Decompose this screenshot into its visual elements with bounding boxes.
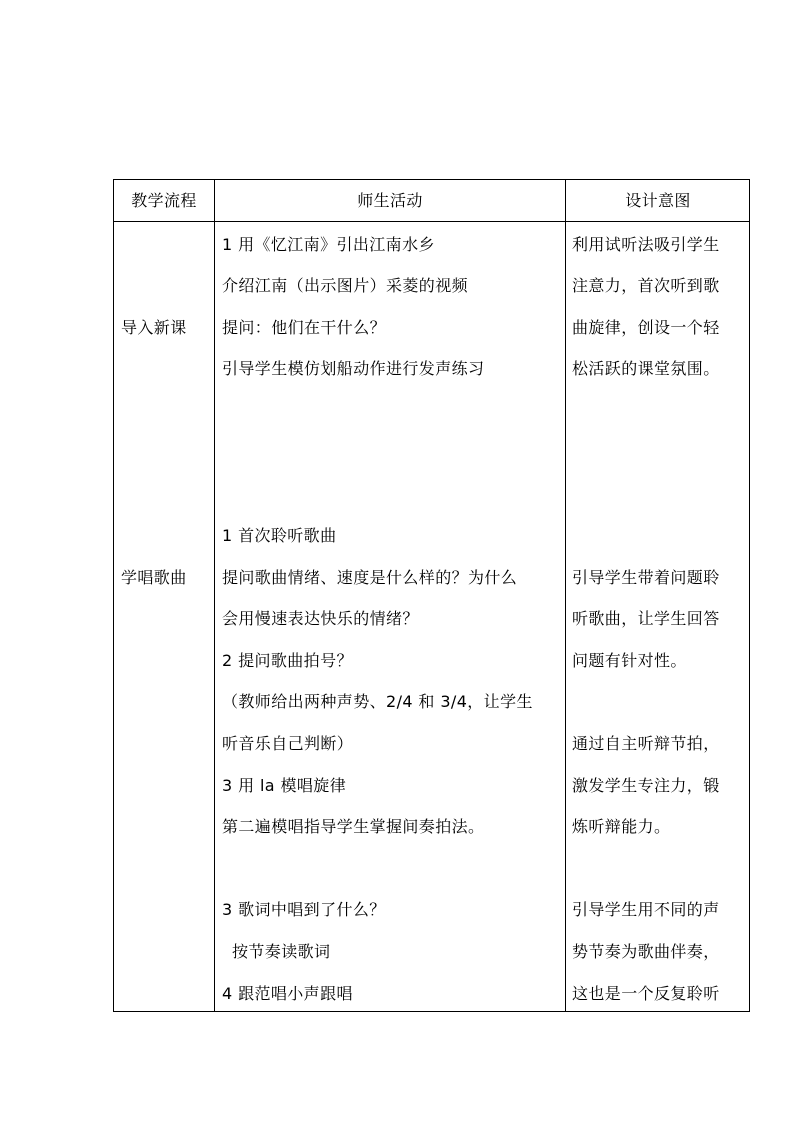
activity-line: 引导学生模仿划船动作进行发声练习 bbox=[222, 359, 485, 378]
activity-line: 听音乐自己判断） bbox=[222, 734, 354, 753]
intent-line: 问题有针对性。 bbox=[572, 651, 687, 670]
intent-line: 引导学生用不同的声 bbox=[572, 900, 720, 919]
header-activities: 师生活动 bbox=[357, 191, 423, 210]
intent-line: 利用试听法吸引学生 bbox=[572, 235, 720, 254]
activity-line: 第二遍模唱指导学生掌握间奏拍法。 bbox=[222, 817, 485, 836]
header-stage: 教学流程 bbox=[131, 191, 197, 210]
lesson-plan-table bbox=[113, 179, 750, 1012]
activity-line: （教师给出两种声势、2/4 和 3/4，让学生 bbox=[222, 692, 533, 711]
intent-line: 炼听辩能力。 bbox=[572, 817, 671, 836]
column-divider bbox=[214, 180, 215, 1011]
activity-line: 提问：他们在干什么？ bbox=[222, 318, 387, 337]
activity-line: 按节奏读歌词 bbox=[232, 942, 331, 961]
intent-line: 听歌曲，让学生回答 bbox=[572, 609, 720, 628]
intent-line: 松活跃的课堂氛围。 bbox=[572, 359, 720, 378]
activity-line: 3 用 la 模唱旋律 bbox=[222, 776, 347, 795]
header-intent: 设计意图 bbox=[625, 191, 691, 210]
intent-line: 激发学生专注力，锻 bbox=[572, 776, 720, 795]
activity-line: 2 提问歌曲拍号？ bbox=[222, 651, 353, 670]
intent-line: 注意力，首次听到歌 bbox=[572, 276, 720, 295]
activity-line: 会用慢速表达快乐的情绪？ bbox=[222, 609, 419, 628]
intent-line: 曲旋律，创设一个轻 bbox=[572, 318, 720, 337]
intent-line: 引导学生带着问题聆 bbox=[572, 568, 720, 587]
column-divider bbox=[565, 180, 566, 1011]
activity-line: 4 跟范唱小声跟唱 bbox=[222, 984, 353, 1003]
activity-line: 3 歌词中唱到了什么？ bbox=[222, 900, 386, 919]
activity-line: 介绍江南（出示图片）采菱的视频 bbox=[222, 276, 469, 295]
stage-label: 导入新课 bbox=[121, 318, 187, 337]
activity-line: 1 用《忆江南》引出江南水乡 bbox=[222, 235, 435, 254]
intent-line: 这也是一个反复聆听 bbox=[572, 984, 720, 1003]
activity-line: 1 首次聆听歌曲 bbox=[222, 526, 337, 545]
intent-line: 通过自主听辩节拍， bbox=[572, 734, 720, 753]
activity-line: 提问歌曲情绪、速度是什么样的？为什么 bbox=[222, 568, 518, 587]
intent-line: 势节奏为歌曲伴奏， bbox=[572, 942, 720, 961]
stage-label: 学唱歌曲 bbox=[121, 568, 187, 587]
